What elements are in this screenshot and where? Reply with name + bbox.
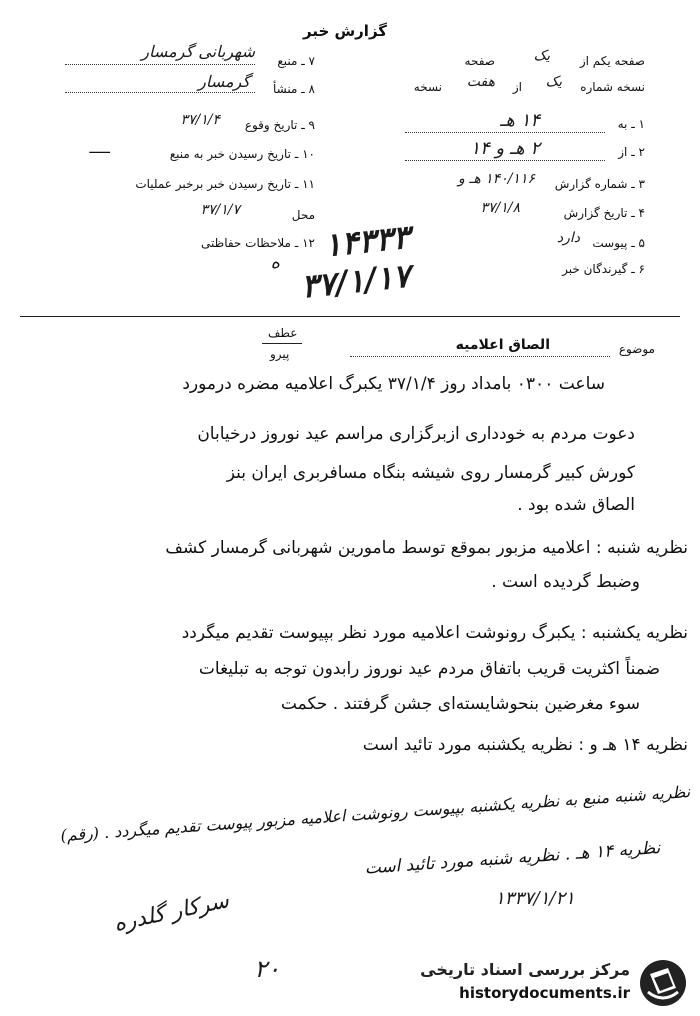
- field-copy-value: یک: [545, 74, 562, 90]
- stamp-number: ۱۴۳۳۳: [322, 217, 412, 265]
- field-page-label2: صفحه: [464, 54, 495, 68]
- field-attachment-value: دارد: [556, 230, 580, 246]
- pirow-label: پیرو: [270, 347, 290, 361]
- field-attachment-label: ۵ ـ پیوست: [592, 236, 645, 250]
- handwritten-note-1: نظریه شنبه منبع به نظریه یکشنبه بپیوست رونوشت اعلامیه مزبور پیوست تقدیم میگردد . (رقم): [59, 782, 691, 845]
- opinion1-line-1: نظریه شنبه : اعلامیه مزبور بموقع توسط مامورین شهربانی گرمسار کشف: [165, 538, 688, 558]
- initials: ۲۰: [254, 955, 280, 983]
- header-divider: [20, 316, 680, 317]
- stamp-prefix: ه: [270, 252, 280, 273]
- subject-value: الصاق اعلامیه: [455, 337, 550, 353]
- field-copy-of: از: [512, 80, 522, 94]
- field-origin-label: ۸ ـ منشأ: [272, 82, 315, 96]
- field-origin-value: گرمسار: [198, 72, 250, 91]
- field-from-label: ۲ ـ از: [618, 145, 645, 159]
- field-page-label: صفحه یکم از: [579, 54, 645, 68]
- field-place-value: ۳۷/۱/۷: [200, 202, 240, 218]
- field-security-notes-label: ۱۲ ـ ملاحظات حفاظتی: [201, 236, 315, 250]
- field-place-label: محل: [291, 208, 315, 222]
- atf-label: عطف: [268, 326, 298, 340]
- field-source-arrival-value: ـــــ: [89, 141, 110, 157]
- subject-label: موضوع: [618, 342, 655, 356]
- handwritten-date: ۱۳۳۷/۱/۲۱: [495, 888, 575, 909]
- field-source-arrival-label: ۱۰ ـ تاریخ رسیدن خبر به منبع: [169, 147, 315, 161]
- body-line-2: دعوت مردم به خودداری ازبرگزاری مراسم عید نوروز درخیابان: [197, 424, 635, 444]
- field-event-date-value: ۳۷/۱/۴: [180, 112, 220, 128]
- watermark-logo: [405, 958, 690, 1010]
- watermark-name: مرکز بررسی اسناد تاریخی: [420, 960, 630, 979]
- field-copy-label3: نسخه: [413, 80, 442, 94]
- field-to-label: ۱ ـ به: [617, 117, 645, 131]
- field-recipients-label: ۶ ـ گیرندگان خبر: [562, 262, 645, 276]
- archive-logo-icon: [638, 958, 688, 1008]
- opinion2-line-2: ضمناً اکثریت قریب باتفاق مردم عید نوروز رابدون توجه به تبلیغات: [198, 659, 660, 679]
- field-from-value: ۲ هـ و ۱۴: [470, 138, 540, 159]
- report-title: گزارش خبر: [302, 22, 388, 40]
- handwritten-note-2: نظریه ۱۴ هـ . نظریه شنبه مورد تائید است: [363, 838, 661, 879]
- field-event-date-label: ۹ ـ تاریخ وقوع: [244, 118, 315, 132]
- opinion3-line: نظریه ۱۴ هـ و : نظریه یکشنبه مورد تائید است: [362, 735, 688, 755]
- opinion2-line-1: نظریه یکشنبه : یکبرگ رونوشت اعلامیه مورد نظر بپیوست تقدیم میگردد: [181, 623, 688, 643]
- field-source-label: ۷ ـ منبع: [277, 54, 315, 68]
- signature: سرکار گلدره: [111, 888, 232, 937]
- opinion1-line-2: وضبط گردیده است .: [491, 572, 640, 592]
- field-copy-label: نسخه شماره: [580, 80, 645, 94]
- field-page-value: یک: [533, 48, 550, 64]
- body-line-4: الصاق شده بود .: [517, 495, 635, 515]
- field-report-no-label: ۳ ـ شماره گزارش: [554, 177, 645, 191]
- field-report-date-value: ۳۷/۱/۸: [480, 200, 520, 216]
- field-report-date-label: ۴ ـ تاریخ گزارش: [563, 206, 645, 220]
- opinion2-line-3: سوء مغرضین بنحوشایسته‌ای جشن گرفتند . حکمت: [280, 694, 640, 714]
- watermark-url: historydocuments.ir: [459, 984, 630, 1002]
- field-copy-total: هفت: [466, 74, 495, 90]
- field-to-value: ۱۴ هـ: [500, 110, 540, 131]
- stamp-date: ۳۷/۱/۱۷: [299, 256, 412, 306]
- field-source-value: شهربانی گرمسار: [141, 42, 255, 61]
- body-line-1: ساعت ۰۳۰۰ بامداد روز ۳۷/۱/۴ یکبرگ اعلامیه مضره درمورد: [182, 374, 605, 394]
- body-line-3: کورش کبیر گرمسار روی شیشه بنگاه مسافربری ایران بنز: [226, 463, 635, 483]
- field-ops-arrival-label: ۱۱ ـ تاریخ رسیدن خبر برخبر عملیات: [135, 177, 315, 191]
- field-report-no-value: ۱۴۰/۱۱۶ هـ و: [458, 171, 535, 187]
